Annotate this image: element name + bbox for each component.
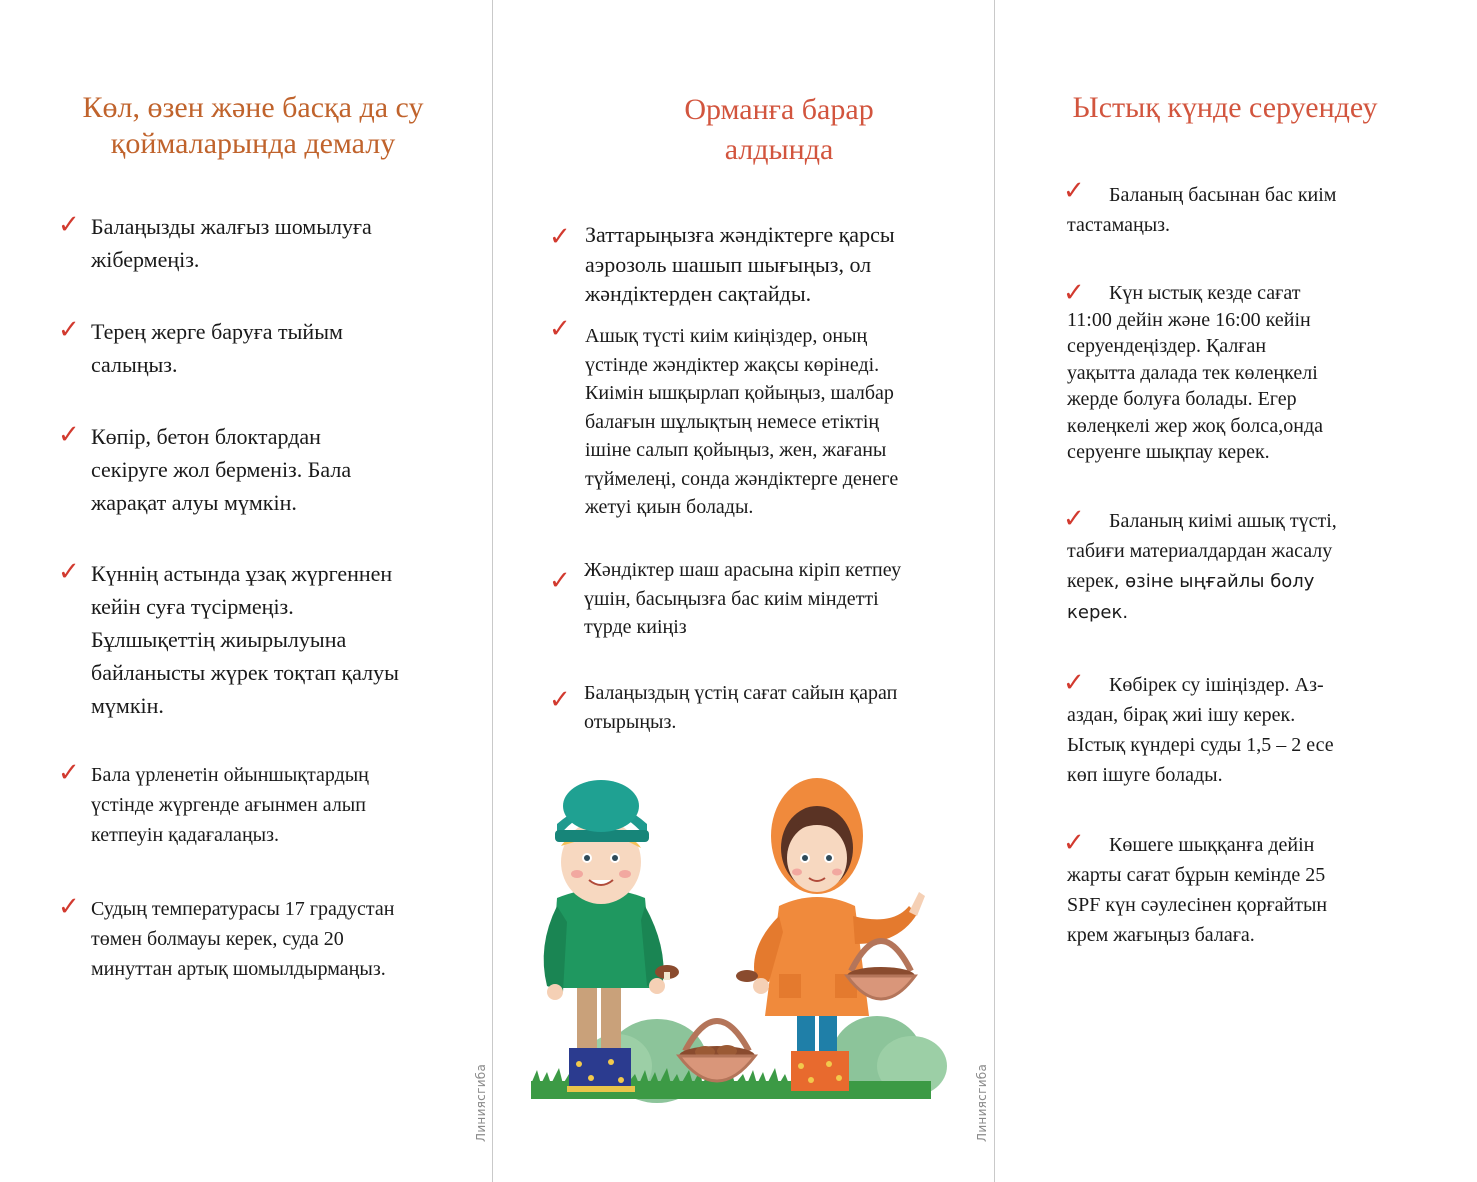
kids-mushrooms-illustration <box>517 766 957 1106</box>
title-line-2: алдында <box>724 133 834 166</box>
check-mark-icon: ✓ <box>58 420 80 450</box>
title-line-2: қоймаларында демалу <box>110 127 396 160</box>
check-mark-icon: ✓ <box>58 557 80 587</box>
check-mark-icon: ✓ <box>1063 176 1085 206</box>
item-text: Терең жерге баруға тыйым салыңыз. <box>91 319 343 377</box>
check-mark-icon: ✓ <box>549 314 571 344</box>
item-text: Баланың киімі ашық түсті, табиғи материалдардан жасалу керек, өзіне ыңғайлы болу керек. <box>1067 510 1337 623</box>
check-mark-icon: ✓ <box>1063 278 1085 308</box>
title-line-1: Орманға барар <box>684 93 874 126</box>
item-text: Жәндіктер шаш арасына кіріп кетпеу үшін, басыңызға бас киім міндетті түрде киіңіз <box>584 559 902 638</box>
item-text: Балаңыздың үстің сағат сайын қарап отырыңыз. <box>584 682 898 733</box>
column-water-rest <box>0 0 492 1182</box>
column-title <box>20 90 486 162</box>
item-text: Судың температурасы 17 градустан төмен болмауы керек, суда 20 минуттан артық шомылдырмаңыз. <box>91 898 395 980</box>
check-mark-icon: ✓ <box>58 315 80 345</box>
item-text: Заттарыңызға жәндіктерге қарсы аэрозоль шашып шығыңыз, ол жәндіктерден сақтайды. <box>585 222 895 306</box>
check-mark-icon: ✓ <box>58 758 80 788</box>
item-text: Ашық түсті киім киіңіздер, оның үстінде жәндіктер жақсы көрінеді. Киімін ышқырлап қойыңыз, шалбар балағын шұлықтың немесе етіктің ішіне салып қойыңыз, жен, жағаны түймелеңі, сонда жәндіктерге денеге жетуі қиын болады. <box>585 325 899 518</box>
item-text: Көпір, бетон блоктардан секіруге жол берменіз. Бала жарақат алуы мүмкін. <box>91 424 352 515</box>
column-title: Ыстық күнде серуендеу <box>1072 91 1378 124</box>
item-text: Көбірек су ішіңіздер. Аз- аздан, бірақ жиі ішу керек. Ыстық күндері суды 1,5 – 2 есе көп ішуге болады. <box>1067 674 1334 786</box>
item-text: Күннің астында ұзақ жүргеннен кейін суға түсірмеңіз. Бұлшықеттің жиырылуына байланысты жүрек тоқтап қалуы мүмкін. <box>91 561 399 718</box>
item-text: Балаңызды жалғыз шомылуға жібермеңіз. <box>91 214 372 272</box>
check-mark-icon: ✓ <box>1063 828 1085 858</box>
title-line-1: Көл, өзен және басқа да су <box>82 91 424 124</box>
check-mark-icon: ✓ <box>1063 504 1085 534</box>
item-text: Баланың басынан бас киім тастамаңыз. <box>1067 184 1337 236</box>
check-mark-icon: ✓ <box>58 210 80 240</box>
check-mark-icon: ✓ <box>549 566 571 596</box>
check-mark-icon: ✓ <box>1063 668 1085 698</box>
column-hot-day <box>995 0 1477 1182</box>
item-text: Бала үрленетін ойыншықтардың үстінде жүргенде ағынмен алып кетпеуін қадағалаңыз. <box>91 764 369 846</box>
column-forest <box>493 0 994 1182</box>
check-mark-icon: ✓ <box>58 892 80 922</box>
item-text: Көшеге шыққанға дейін жарты сағат бұрын кемінде 25 SPF күн сәулесінен қорғайтын крем жағыңыз балаға. <box>1067 834 1328 946</box>
fold-label-1: Линиясгиба <box>474 1063 488 1142</box>
check-mark-icon: ✓ <box>549 222 571 252</box>
item-text: Күн ыстық кезде сағат 11:00 дейін және 16:00 кейін серуендеңіздер. Қалған уақытта далада тек көлеңкелі жерде болуға болады. Егер көлеңкелі жер жоқ болса,онда серуенге шықпау керек. <box>1067 282 1324 463</box>
column-title <box>493 90 1065 170</box>
check-mark-icon: ✓ <box>549 685 571 715</box>
fold-label-2: Линиясгиба <box>975 1063 989 1142</box>
